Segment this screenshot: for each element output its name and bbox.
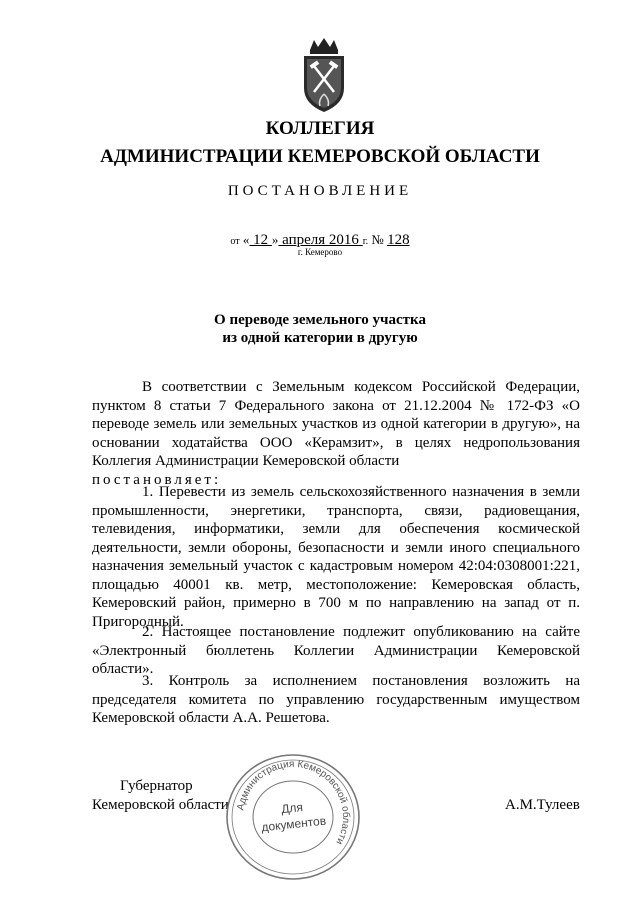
- resolves-word: постановляет:: [92, 471, 222, 488]
- clause-1: 1. Перевести из земель сельскохозяйственного назначения в земли промышленности, энергетики, транспорта, связи, радиовещания, телевидения, информатики, земли для обеспечения космической деятельности, земли обороны, безопасности и земли иного специального назначения земельный участок с кадастровым номером 42:04:0308001:221, площадью 40001 кв. метр, местоположение: Кемеровская область, Кемеровский район, примерно в 700 м по направлению на запад от п. Пригородный.: [92, 484, 580, 630]
- document-title-line2: из одной категории в другую: [222, 330, 418, 346]
- number-sign: №: [368, 232, 388, 247]
- org-name-line1: КОЛЛЕГИЯ: [265, 118, 375, 139]
- preamble-text: В соответствии с Земельным кодексом Российской Федерации, пунктом 8 статьи 7 Федерального закона от 21.12.2004 № 172-ФЗ «О переводе земель или земельных участков из одной категории в другую», на основании ходатайства ООО «Керамзит», в целях недропользования Коллегия Администрации Кемеровской области: [92, 379, 580, 469]
- clause-2: 2. Настоящее постановление подлежит опубликованию на сайте «Электронный бюллетень Коллегии Администрации Кемеровской области».: [92, 624, 580, 677]
- official-stamp: [224, 752, 362, 882]
- place-of-issue: г. Кемерово: [297, 247, 343, 257]
- date-month-year: апреля 2016: [278, 232, 363, 248]
- document-number: 128: [387, 232, 410, 248]
- document-title-line1: О переводе земельного участка: [214, 312, 426, 328]
- signatory-name: А.М.Тулеев: [505, 797, 580, 813]
- stamp-center-line2: документов: [260, 813, 327, 835]
- document-type: ПОСТАНОВЛЕНИЕ: [227, 183, 413, 199]
- date-day: 12: [249, 232, 272, 248]
- date-day-close: »: [271, 232, 279, 247]
- signatory-position-line1: Губернатор: [120, 778, 193, 794]
- date-from: от: [230, 236, 240, 247]
- stamp-ring-text: Администрация Кемеровской области: [235, 758, 352, 847]
- stamp-center-line1: Для: [280, 799, 304, 817]
- date-day-open: «: [242, 232, 250, 247]
- signatory-position-line2: Кемеровской области: [92, 797, 229, 813]
- clause-3: 3. Контроль за исполнением постановления возложить на председателя комитета по управлению государственным имуществом Кемеровской области А.А. Решетова.: [92, 673, 580, 726]
- org-name-line2: АДМИНИСТРАЦИИ КЕМЕРОВСКОЙ ОБЛАСТИ: [100, 146, 540, 167]
- preamble-paragraph: [92, 378, 580, 489]
- date-year-suffix: г.: [362, 236, 369, 247]
- coat-of-arms-icon: [298, 36, 350, 116]
